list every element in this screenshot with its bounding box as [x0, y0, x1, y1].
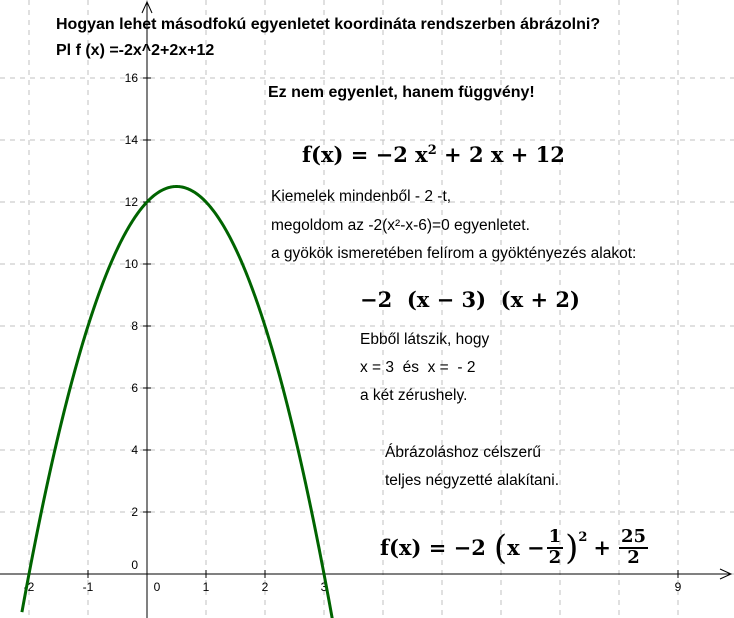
vertex-plus: +: [593, 535, 612, 561]
vertex-x-term: x −: [507, 535, 545, 561]
x-tick-label: -1: [82, 580, 94, 594]
y-tick-label: 4: [131, 443, 138, 457]
y-tick-label: 16: [124, 71, 138, 85]
formula-expanded: [302, 142, 565, 167]
formula-lhs: f(x) = −2 x: [302, 142, 428, 167]
square-line1: Ábrázoláshoz célszerű: [385, 444, 541, 461]
vertex-close-paren: ): [565, 527, 579, 568]
step-line2: megoldom az -2(x²-x-6)=0 egyenletet.: [271, 217, 530, 234]
y-tick-label: 6: [131, 381, 138, 395]
vertex-form: [380, 528, 650, 568]
x-tick-label: 9: [674, 580, 682, 594]
vertex-constant-fraction: [619, 528, 648, 568]
vertex-fraction: [547, 528, 564, 568]
x-tick-label: -2: [23, 580, 35, 594]
roots-line3: a két zérushely.: [360, 387, 468, 404]
step-line1: Kiemelek mindenből - 2 -t,: [271, 188, 452, 205]
not-equation-note: Ez nem egyenlet, hanem függvény!: [268, 84, 535, 101]
factored-form: −2 (x − 3) (x + 2): [360, 287, 580, 312]
vertex-fraction-den: 2: [548, 546, 562, 568]
roots-line1: Ebből látszik, hogy: [360, 331, 490, 348]
y-tick-label: 10: [124, 257, 138, 271]
y-tick-label: 2: [131, 505, 138, 519]
square-line2: teljes négyzetté alakítani.: [385, 472, 560, 489]
x-tick-label: 0: [153, 580, 161, 594]
heading-line2: Pl f (x) =-2x^2+2x+12: [56, 42, 215, 59]
vertex-fraction-num: 1: [548, 526, 562, 547]
x-tick-label: 2: [261, 580, 269, 594]
vertex-exponent: 2: [578, 530, 588, 545]
y-tick-label: 12: [124, 195, 138, 209]
y-tick-label: 8: [131, 319, 138, 333]
x-tick-label: 1: [202, 580, 210, 594]
heading-line1: Hogyan lehet másodfokú egyenletet koordináta rendszerben ábrázolni?: [56, 16, 601, 33]
x-tick-label: 3: [320, 580, 328, 594]
y-tick-label: 0: [131, 558, 138, 572]
vertex-lhs: f(x) = −2: [380, 535, 486, 561]
formula-exponent: 2: [427, 143, 437, 158]
step-line3: a gyökök ismeretében felírom a gyöktényezés alakot:: [271, 245, 637, 262]
roots-line2: x = 3 és x = - 2: [360, 359, 476, 376]
y-tick-label: 14: [124, 133, 138, 147]
formula-rhs: + 2 x + 12: [436, 142, 565, 167]
vertex-constant-num: 25: [621, 526, 647, 547]
vertex-open-paren: (: [493, 527, 508, 568]
vertex-constant-den: 2: [627, 546, 640, 568]
